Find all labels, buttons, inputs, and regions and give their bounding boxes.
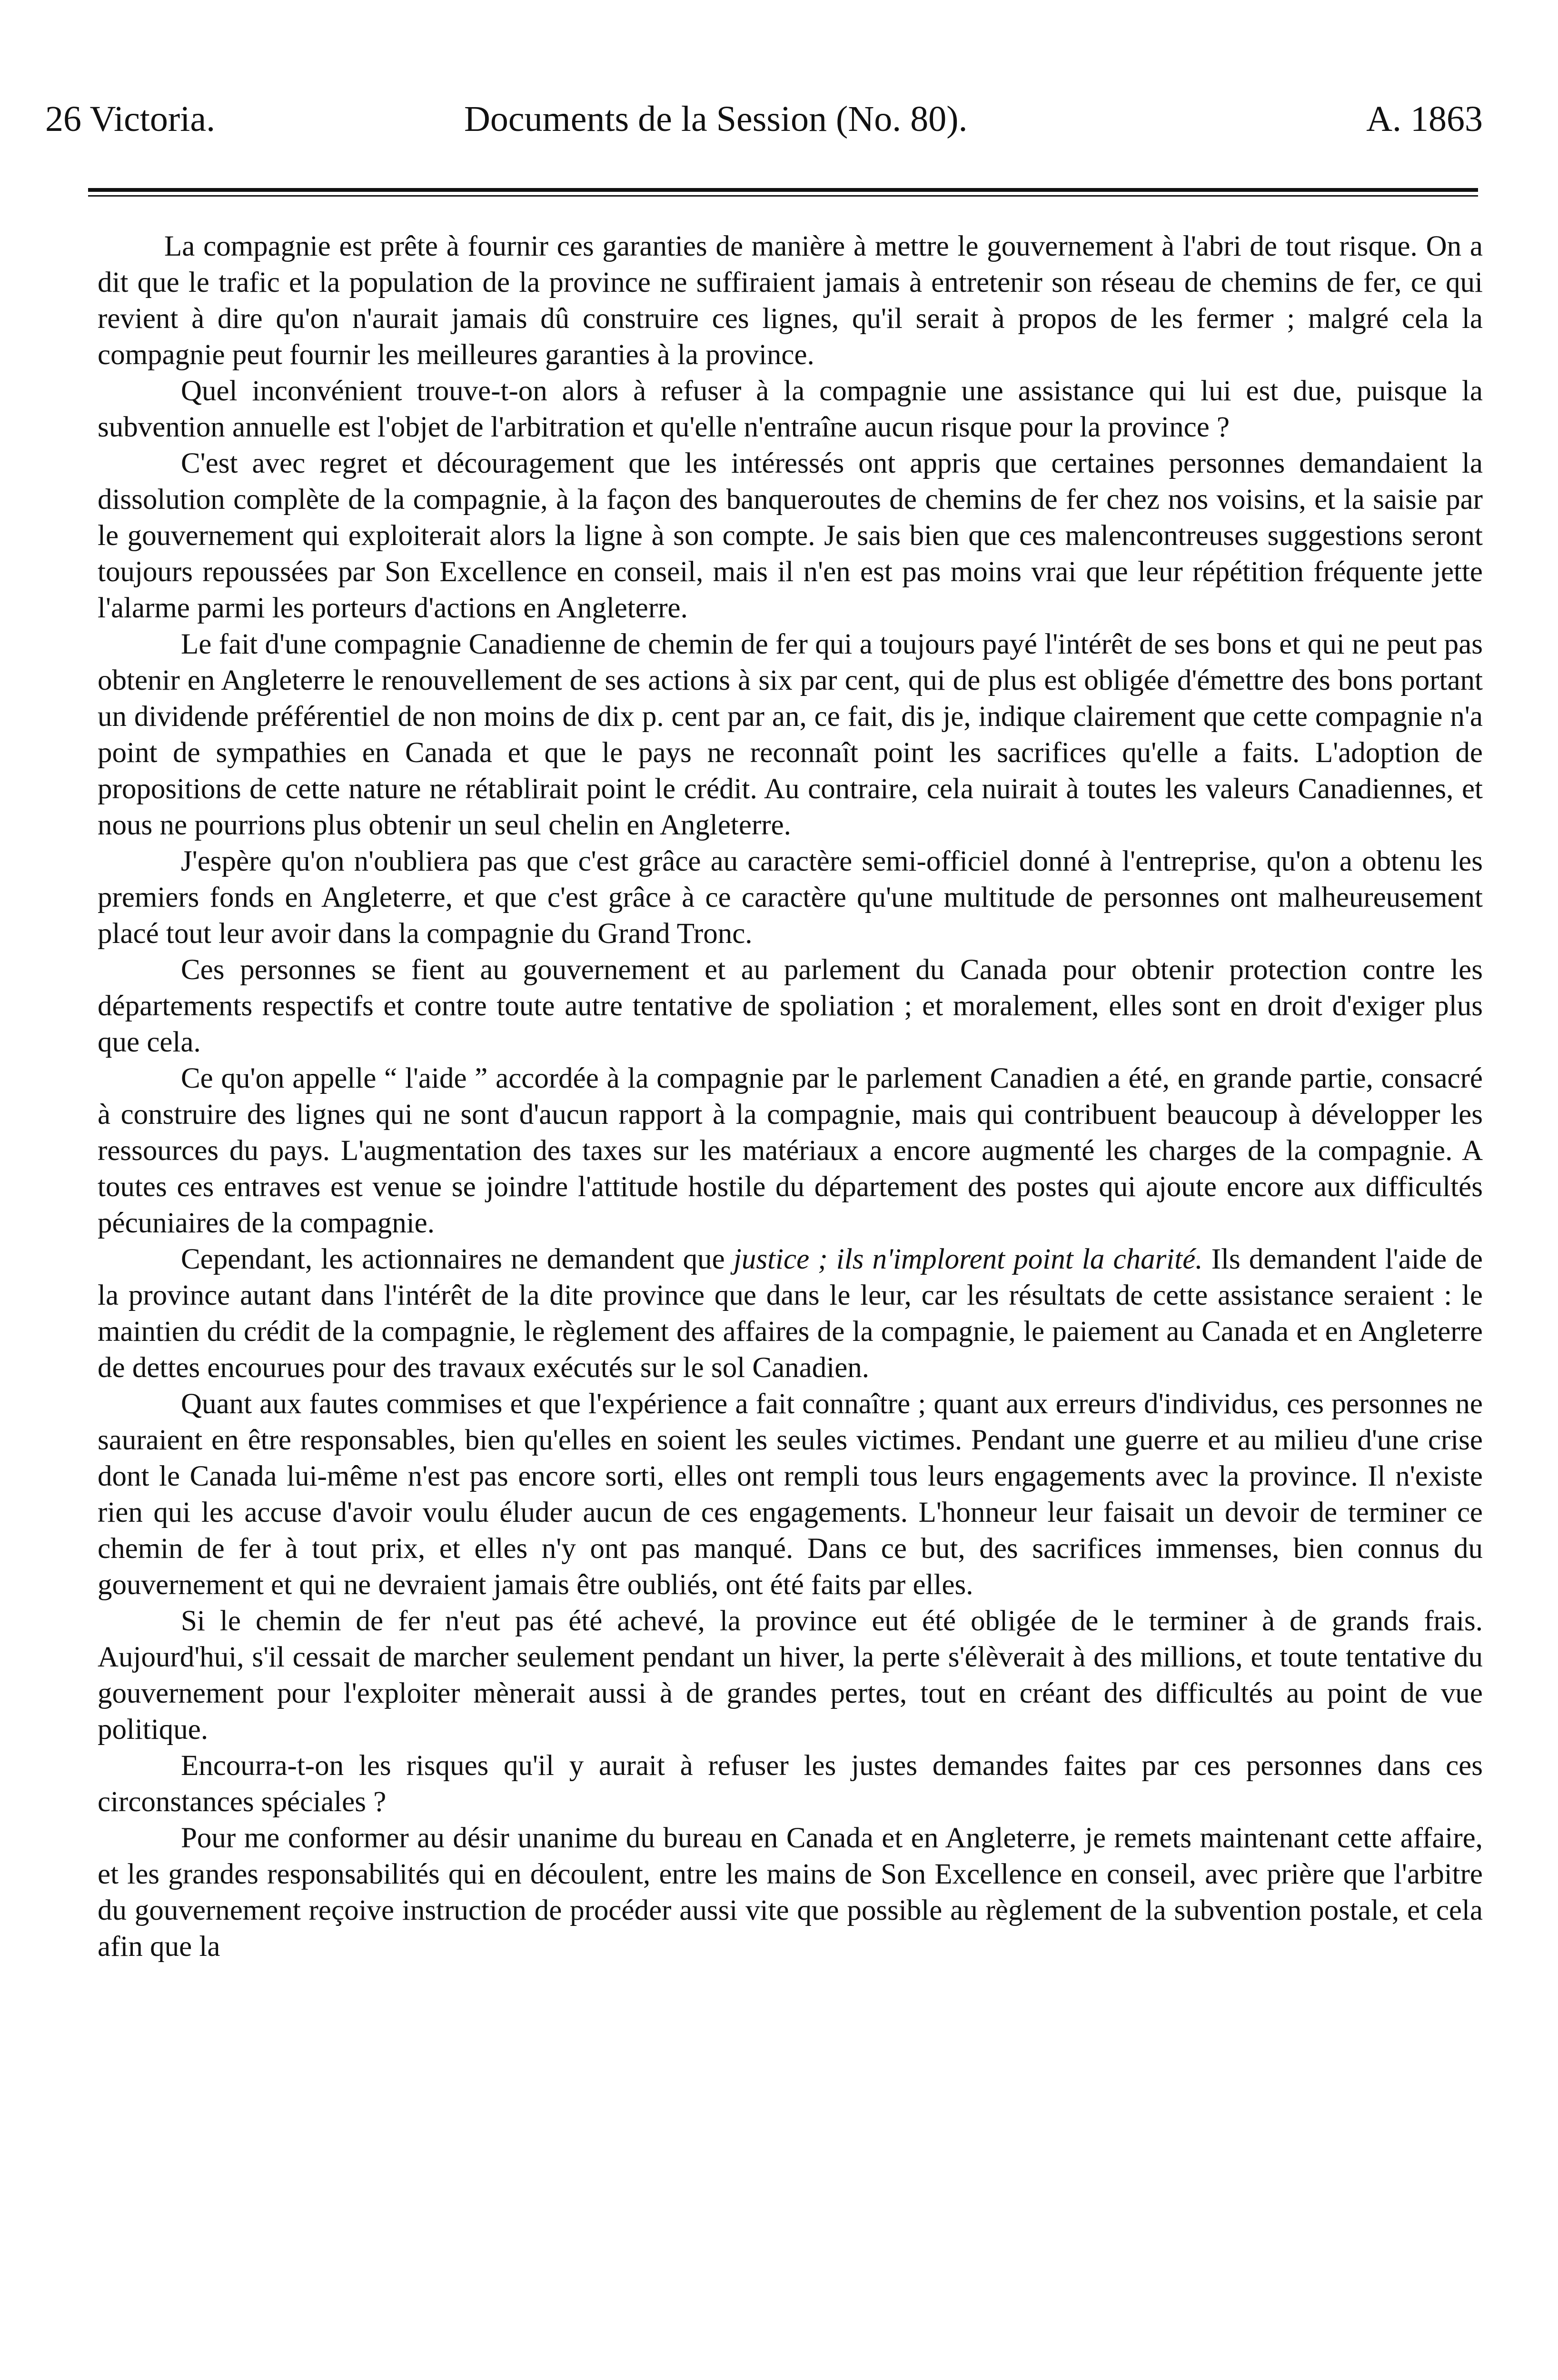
paragraph-text: Cependant, les actionnaires ne demandent que <box>181 1243 734 1275</box>
header-rule-thick <box>88 188 1478 192</box>
paragraph: Encourra-t-on les risques qu'il y aurait à refuser les justes demandes faites par ces personnes dans ces circonstances spéciales ? <box>98 1750 1483 1818</box>
paragraph <box>98 1241 1483 1386</box>
paragraph: Ces personnes se fient au gouvernement et au parlement du Canada pour obtenir protection contre les départements respectifs et contre toute autre tentative de spoliation ; et moralement, elles sont en droit d'exiger plus que cela. <box>98 954 1483 1058</box>
paragraph: Quant aux fautes commises et que l'expérience a fait connaître ; quant aux erreurs d'individus, ces personnes ne sauraient en être responsables, bien qu'elles en soient les seules victimes. Pendant une guerre et au milieu d'une crise dont le Canada lui-même n'est pas encore sorti, elles ont rempli tous leurs engagements avec la province. Il n'existe rien qui les accuse d'avoir voulu éluder aucun de ces engagements. L'honneur leur faisait un devoir de terminer ce chemin de fer à tout prix, et elles n'y ont pas manqué. Dans ce but, des sacrifices immenses, bien connus du gouvernement et qui ne devraient jamais être oubliés, ont été faits par elles. <box>98 1388 1483 1601</box>
header-title: Documents de la Session (No. 80). <box>464 99 968 139</box>
paragraph: Quel inconvénient trouve-t-on alors à refuser à la compagnie une assistance qui lui est due, puisque la subvention annuelle est l'objet de l'arbitration et qu'elle n'entraîne aucun risque pour la province ? <box>98 375 1483 443</box>
paragraph: Pour me conformer au désir unanime du bureau en Canada et en Angleterre, je remets maintenant cette affaire, et les grandes responsabilités qui en découlent, entre les mains de Son Excellence en conseil, avec prière que l'arbitre du gouvernement reçoive instruction de procéder aussi vite que possible au règlement de la subvention postale, et cela afin que la <box>98 1822 1483 1963</box>
paragraph: C'est avec regret et découragement que les intéressés ont appris que certaines personnes demandaient la dissolution complète de la compagnie, à la façon des banqueroutes de chemins de fer chez nos voisins, et la saisie par le gouvernement qui exploiterait alors la ligne à son compte. Je sais bien que ces malencontreuses suggestions seront toujours repoussées par Son Excellence en conseil, mais il n'en est pas moins vrai que leur répétition fréquente jette l'alarme parmi les porteurs d'actions en Angleterre. <box>98 447 1483 624</box>
paragraph: Le fait d'une compagnie Canadienne de chemin de fer qui a toujours payé l'intérêt de ses bons et qui ne peut pas obtenir en Angleterre le renouvellement de ses actions à six par cent, qui de plus est obligée d'émettre des bons portant un dividende préférentiel de non moins de dix p. cent par an, ce fait, dis je, indique clairement que cette compagnie n'a point de sympathies en Canada et que le pays ne reconnaît point les sacrifices qu'elle a faits. L'adoption de propositions de cette nature ne rétablirait point le crédit. Au contraire, cela nuirait à toutes les valeurs Canadiennes, et nous ne pourrions plus obtenir un seul chelin en Angleterre. <box>98 628 1483 841</box>
paragraph: Ce qu'on appelle “ l'aide ” accordée à la compagnie par le parlement Canadien a été, en grande partie, consacré à construire des lignes qui ne sont d'aucun rapport à la compagnie, mais qui contribuent beaucoup à développer les ressources du pays. L'augmentation des taxes sur les matériaux a encore augmenté les charges de la compagnie. A toutes ces entraves est venue se joindre l'attitude hostile du département des postes qui ajoute encore aux difficultés pécuniaires de la compagnie. <box>98 1062 1483 1239</box>
header-year: A. 1863 <box>1366 99 1483 139</box>
paragraph: Si le chemin de fer n'eut pas été achevé, la province eut été obligée de le terminer à de grands frais. Aujourd'hui, s'il cessait de marcher seulement pendant un hiver, la perte s'élèverait à des millions, et toute tentative du gouvernement pour l'exploiter mènerait aussi à de grandes pertes, tout en créant des difficultés au point de vue politique. <box>98 1605 1483 1745</box>
header-regnal-year: 26 Victoria. <box>45 99 216 139</box>
running-header <box>45 93 1483 145</box>
document-body <box>98 228 1483 1965</box>
paragraph: J'espère qu'on n'oubliera pas que c'est grâce au caractère semi-officiel donné à l'entreprise, qu'on a obtenu les premiers fonds en Angleterre, et que c'est grâce à ce caractère qu'une multitude de personnes ont malheureusement placé tout leur avoir dans la compagnie du Grand Tronc. <box>98 845 1483 950</box>
paragraph-text: Ils demandent l'aide de la province autant dans l'intérêt de la dite province que dans le leur, car les résultats de cette assistance seraient : le maintien du crédit de la compagnie, le règlement des affaires de la compagnie, le paiement au Canada et en Angleterre de dettes encourues pour des travaux exécutés sur le sol Canadien. <box>98 1243 1483 1384</box>
header-rule-thin <box>88 195 1478 197</box>
paragraph: La compagnie est prête à fournir ces garanties de manière à mettre le gouvernement à l'abri de tout risque. On a dit que le trafic et la population de la province ne suffiraient jamais à entretenir son réseau de chemins de fer, ce qui revient à dire qu'on n'aurait jamais dû construire ces lignes, qu'il serait à propos de les fermer ; malgré cela la compagnie peut fournir les meilleures garanties à la province. <box>98 230 1483 371</box>
italic-phrase: justice ; ils n'implorent point la charité. <box>733 1243 1203 1275</box>
